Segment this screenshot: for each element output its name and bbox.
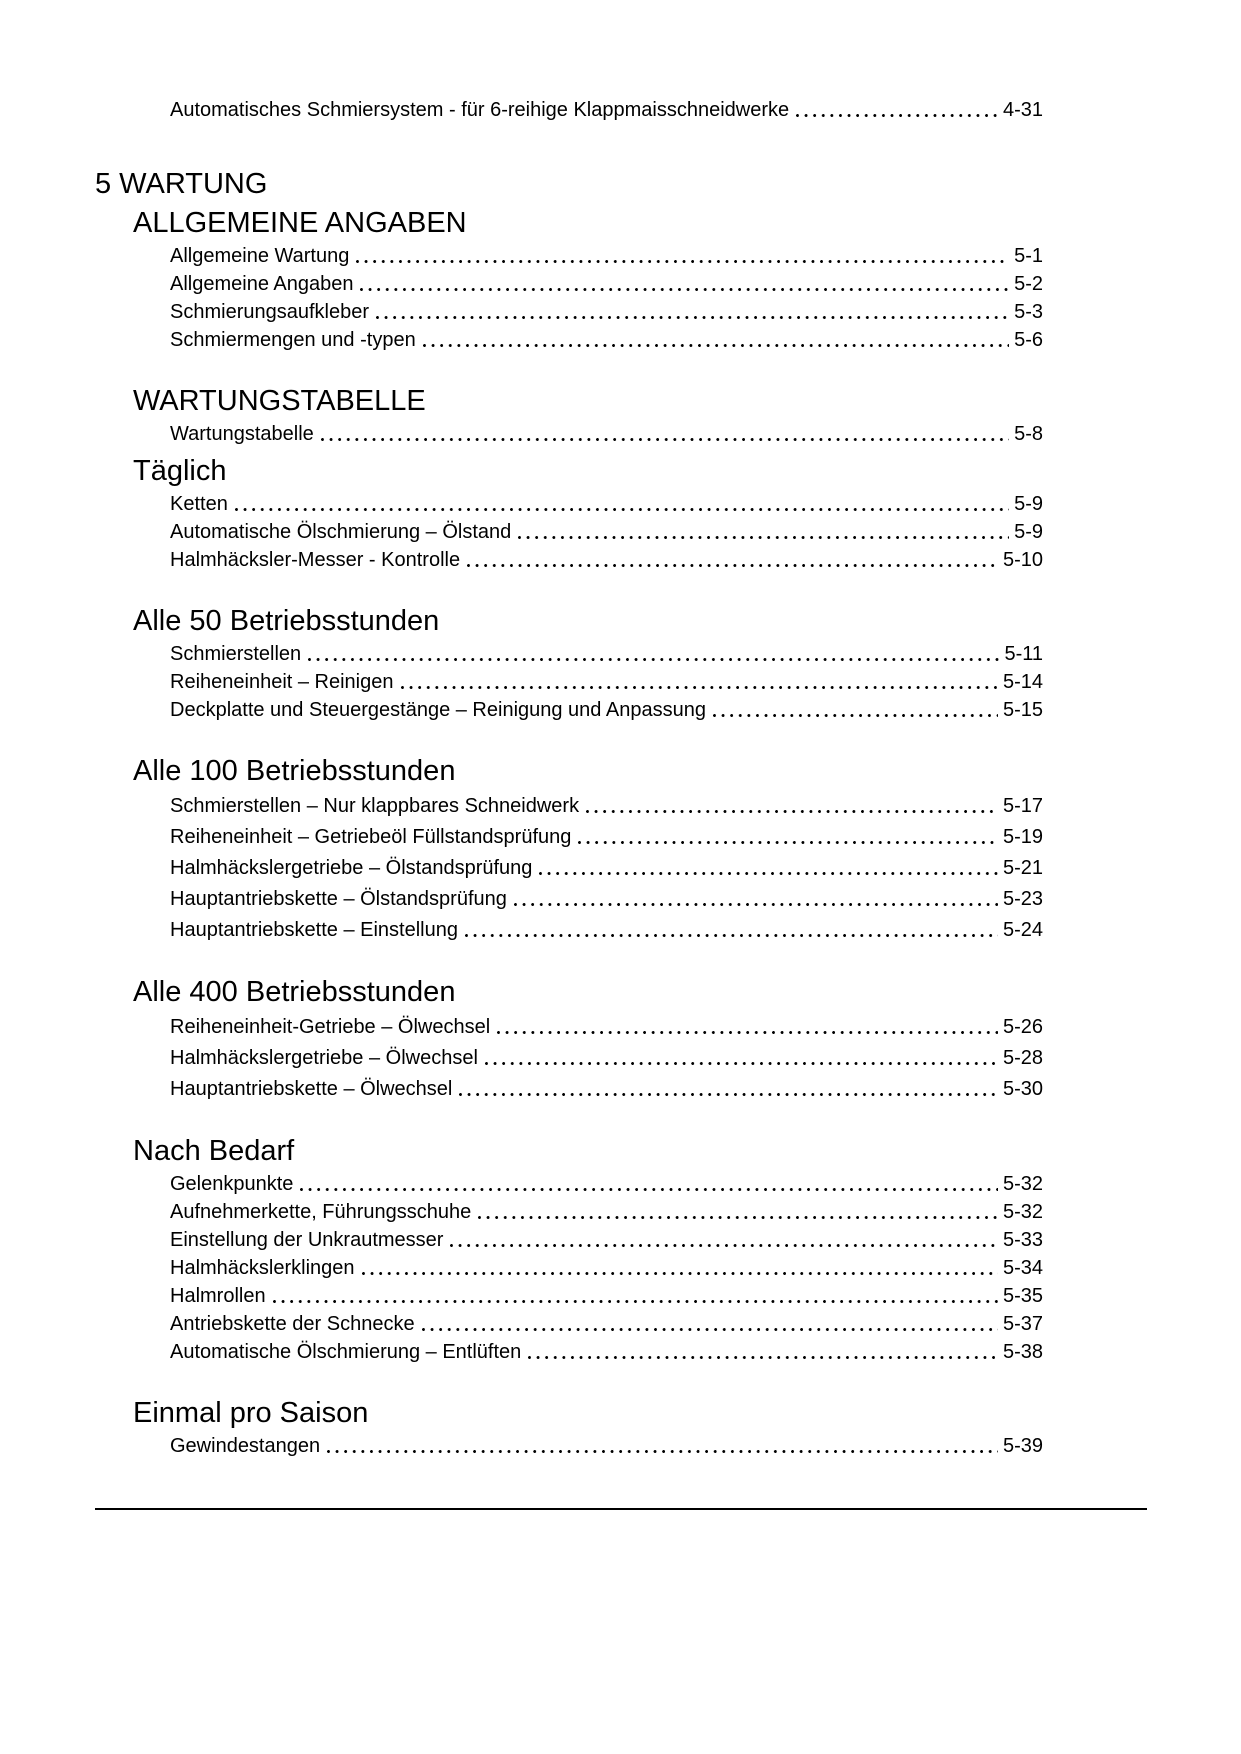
dot-leader bbox=[497, 1031, 998, 1034]
dot-leader bbox=[450, 1244, 998, 1247]
section-alle-100-betriebsstunden bbox=[95, 754, 1147, 945]
toc-entry[interactable] bbox=[170, 1310, 1043, 1338]
section-taeglich bbox=[95, 454, 1147, 574]
toc-entry-page-number: 5-19 bbox=[1002, 825, 1043, 848]
section-heading: Alle 100 Betriebsstunden bbox=[133, 755, 456, 787]
toc-entry-page-number: 5-23 bbox=[1002, 887, 1043, 910]
toc-entry-page-number: 5-6 bbox=[1014, 329, 1043, 351]
toc-entry[interactable] bbox=[170, 668, 1043, 696]
toc-entry-page-number: 5-9 bbox=[1014, 521, 1043, 543]
toc-entry-page-number: 5-2 bbox=[1014, 273, 1043, 295]
dot-leader bbox=[376, 316, 1009, 319]
section-allgemeine-angaben bbox=[95, 206, 1147, 354]
chapter-heading: 5 WARTUNG bbox=[95, 168, 268, 200]
section-heading: ALLGEMEINE ANGABEN bbox=[133, 207, 467, 239]
section-heading: Alle 400 Betriebsstunden bbox=[133, 976, 456, 1008]
toc-entry[interactable] bbox=[170, 1338, 1043, 1366]
toc-entry[interactable] bbox=[170, 696, 1043, 724]
toc-entry-title: Gewindestangen bbox=[170, 1435, 321, 1457]
toc-entry[interactable] bbox=[170, 1254, 1043, 1282]
toc-list bbox=[95, 242, 1147, 354]
toc-entry[interactable] bbox=[170, 546, 1043, 574]
toc-entry-title: Deckplatte und Steuergestänge – Reinigung und Anpassung bbox=[170, 699, 706, 721]
dot-leader bbox=[459, 1093, 998, 1096]
dot-leader bbox=[514, 903, 998, 906]
toc-entry-title: Allgemeine Wartung bbox=[170, 245, 350, 267]
toc-entry-title: Halmrollen bbox=[170, 1285, 266, 1307]
toc-entry[interactable] bbox=[170, 1226, 1043, 1254]
toc-entry[interactable] bbox=[170, 490, 1043, 518]
dot-leader bbox=[467, 564, 998, 567]
dot-leader bbox=[273, 1300, 998, 1303]
toc-entry-page-number: 5-34 bbox=[1002, 1257, 1043, 1279]
toc-entry[interactable] bbox=[170, 96, 1043, 124]
toc-entry-title: Automatisches Schmiersystem - für 6-reihige Klappmaisschneidwerke bbox=[170, 99, 790, 121]
toc-entry[interactable] bbox=[170, 852, 1043, 883]
section-wartungstabelle bbox=[95, 384, 1147, 448]
section-nach-bedarf bbox=[95, 1134, 1147, 1366]
toc-entry-title: Wartungstabelle bbox=[170, 423, 314, 445]
dot-leader bbox=[308, 658, 999, 661]
toc-list bbox=[95, 1170, 1147, 1366]
dot-leader bbox=[713, 714, 998, 717]
toc-entry-title: Hauptantriebskette – Ölwechsel bbox=[170, 1077, 453, 1100]
dot-leader bbox=[300, 1188, 998, 1191]
toc-entry-title: Allgemeine Angaben bbox=[170, 273, 354, 295]
toc-list bbox=[95, 490, 1147, 574]
toc-entry[interactable] bbox=[170, 298, 1043, 326]
toc-entry-title: Gelenkpunkte bbox=[170, 1173, 294, 1195]
section-heading: Täglich bbox=[133, 455, 227, 487]
toc-entry[interactable] bbox=[170, 1011, 1043, 1042]
dot-leader bbox=[465, 934, 998, 937]
toc-entry-title: Ketten bbox=[170, 493, 228, 515]
footer-rule bbox=[95, 1508, 1147, 1510]
section-heading: Alle 50 Betriebsstunden bbox=[133, 605, 440, 637]
toc-entry-title: Schmierstellen – Nur klappbares Schneidwerk bbox=[170, 794, 580, 817]
dot-leader bbox=[539, 872, 998, 875]
toc-entry-title: Antriebskette der Schnecke bbox=[170, 1313, 415, 1335]
toc-list bbox=[95, 790, 1147, 945]
toc-entry-page-number: 4-31 bbox=[1002, 99, 1043, 121]
toc-entry-title: Halmhäckslergetriebe – Ölwechsel bbox=[170, 1046, 478, 1069]
toc-entry-page-number: 5-8 bbox=[1014, 423, 1043, 445]
toc-list bbox=[95, 640, 1147, 724]
dot-leader bbox=[485, 1062, 998, 1065]
toc-entry-title: Reiheneinheit-Getriebe – Ölwechsel bbox=[170, 1015, 491, 1038]
dot-leader bbox=[422, 1328, 998, 1331]
dot-leader bbox=[578, 841, 998, 844]
toc-entry[interactable] bbox=[170, 821, 1043, 852]
toc-entry-title: Reiheneinheit – Getriebeöl Füllstandsprüfung bbox=[170, 825, 572, 848]
toc-entry[interactable] bbox=[170, 1198, 1043, 1226]
toc-entry-title: Einstellung der Unkrautmesser bbox=[170, 1229, 444, 1251]
toc-entry[interactable] bbox=[170, 270, 1043, 298]
toc-entry-page-number: 5-17 bbox=[1002, 794, 1043, 817]
section-einmal-pro-saison bbox=[95, 1396, 1147, 1460]
toc-entry-title: Halmhäckslerklingen bbox=[170, 1257, 355, 1279]
toc-entry-page-number: 5-33 bbox=[1002, 1229, 1043, 1251]
toc-entry-page-number: 5-26 bbox=[1002, 1015, 1043, 1038]
section-alle-50-betriebsstunden bbox=[95, 604, 1147, 724]
toc-list bbox=[95, 420, 1147, 448]
toc-entry-page-number: 5-37 bbox=[1002, 1313, 1043, 1335]
toc-entry-title: Hauptantriebskette – Ölstandsprüfung bbox=[170, 887, 507, 910]
section-alle-400-betriebsstunden bbox=[95, 975, 1147, 1104]
toc-list bbox=[95, 1011, 1147, 1104]
toc-entry-title: Aufnehmerkette, Führungsschuhe bbox=[170, 1201, 472, 1223]
dot-leader bbox=[528, 1356, 998, 1359]
dot-leader bbox=[321, 438, 1009, 441]
toc-entry-page-number: 5-10 bbox=[1002, 549, 1043, 571]
toc-entry-page-number: 5-32 bbox=[1002, 1201, 1043, 1223]
toc-entry-title: Automatische Ölschmierung – Ölstand bbox=[170, 521, 512, 543]
toc-entry[interactable] bbox=[170, 790, 1043, 821]
dot-leader bbox=[235, 508, 1009, 511]
toc-entry[interactable] bbox=[170, 242, 1043, 270]
dot-leader bbox=[401, 686, 998, 689]
section-heading: Einmal pro Saison bbox=[133, 1397, 369, 1429]
toc-entry-page-number: 5-32 bbox=[1002, 1173, 1043, 1195]
dot-leader bbox=[796, 114, 998, 117]
toc-entry-page-number: 5-39 bbox=[1002, 1435, 1043, 1457]
toc-entry[interactable] bbox=[170, 883, 1043, 914]
toc-entry[interactable] bbox=[170, 1073, 1043, 1104]
toc-entry-page-number: 5-38 bbox=[1002, 1341, 1043, 1363]
toc-entry-page-number: 5-14 bbox=[1002, 671, 1043, 693]
toc-entry[interactable] bbox=[170, 1282, 1043, 1310]
dot-leader bbox=[586, 810, 998, 813]
toc-entry-title: Schmierungsaufkleber bbox=[170, 301, 369, 323]
toc-entry-page-number: 5-1 bbox=[1014, 245, 1043, 267]
dot-leader bbox=[362, 1272, 998, 1275]
toc-entry-title: Halmhäckslergetriebe – Ölstandsprüfung bbox=[170, 856, 533, 879]
toc-entry-page-number: 5-28 bbox=[1002, 1046, 1043, 1069]
toc-entry[interactable] bbox=[170, 518, 1043, 546]
toc-entry[interactable] bbox=[170, 914, 1043, 945]
toc-entry-page-number: 5-30 bbox=[1002, 1077, 1043, 1100]
dot-leader bbox=[356, 260, 1009, 263]
toc-entry[interactable] bbox=[170, 1170, 1043, 1198]
toc-entry[interactable] bbox=[170, 640, 1043, 668]
toc-entry-page-number: 5-24 bbox=[1002, 918, 1043, 941]
dot-leader bbox=[478, 1216, 998, 1219]
toc-entry[interactable] bbox=[170, 1042, 1043, 1073]
section-heading: WARTUNGSTABELLE bbox=[133, 385, 426, 417]
toc-entry-page-number: 5-3 bbox=[1014, 301, 1043, 323]
dot-leader bbox=[518, 536, 1009, 539]
dot-leader bbox=[360, 288, 1009, 291]
toc-list bbox=[95, 1432, 1147, 1460]
toc-entry-title: Halmhäcksler-Messer - Kontrolle bbox=[170, 549, 461, 571]
toc-entry-page-number: 5-11 bbox=[1004, 643, 1043, 665]
toc-entry[interactable] bbox=[170, 1432, 1043, 1460]
section-heading: Nach Bedarf bbox=[133, 1135, 295, 1167]
toc-entry-page-number: 5-35 bbox=[1002, 1285, 1043, 1307]
toc-entry-title: Schmiermengen und -typen bbox=[170, 329, 416, 351]
toc-entry-page-number: 5-15 bbox=[1002, 699, 1043, 721]
toc-entry-title: Automatische Ölschmierung – Entlüften bbox=[170, 1341, 522, 1363]
toc-entry-title: Reiheneinheit – Reinigen bbox=[170, 671, 394, 693]
toc-entry[interactable] bbox=[170, 326, 1043, 354]
dot-leader bbox=[327, 1450, 998, 1453]
toc-entry-page-number: 5-9 bbox=[1014, 493, 1043, 515]
toc-entry-title: Hauptantriebskette – Einstellung bbox=[170, 918, 458, 941]
toc-entry-title: Schmierstellen bbox=[170, 643, 302, 665]
toc-entry-page-number: 5-21 bbox=[1002, 856, 1043, 879]
toc-entry[interactable] bbox=[170, 420, 1043, 448]
dot-leader bbox=[423, 344, 1009, 347]
